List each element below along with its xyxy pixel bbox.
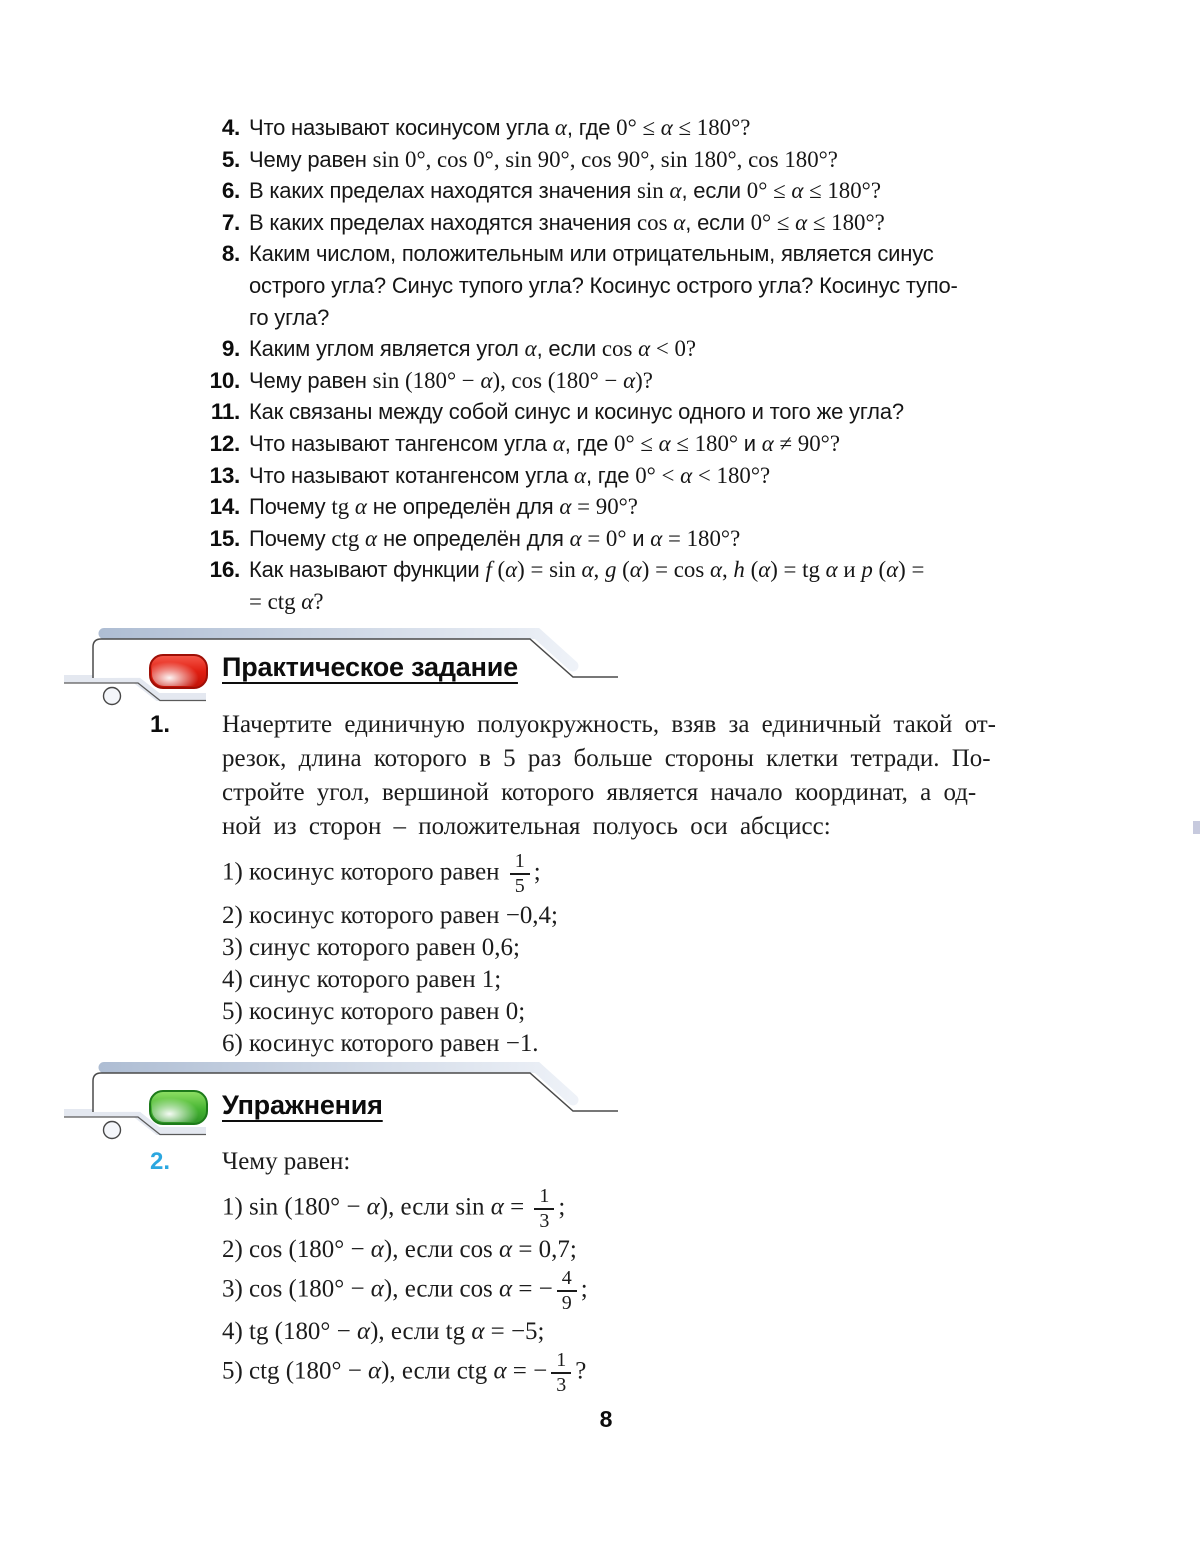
question-text: Почему tg α не определён для α = 90°?: [249, 494, 638, 520]
question-number: 12.: [209, 430, 240, 456]
questions-list: [0, 112, 1086, 618]
question-number: 7.: [221, 209, 240, 235]
practice-subitems: [222, 848, 1086, 1060]
question-item: [0, 207, 1086, 239]
question-item: [0, 428, 1086, 460]
question-item: [0, 333, 1086, 365]
question-number: 14.: [209, 494, 240, 520]
question-text: Что называют котангенсом угла α, где 0° < α < 180°?: [249, 462, 771, 488]
sub-item: 3) cos (180° − α), если cos α = − $\frac{4}{9}$ ;: [222, 1267, 588, 1314]
exercise-intro: Чему равен:: [222, 1148, 351, 1175]
question-number: 10.: [209, 367, 240, 393]
question-number: 8.: [221, 241, 240, 267]
question-item: [0, 238, 1086, 333]
sub-item: 4) tg (180° − α), если tg α = −5;: [222, 1318, 545, 1345]
sub-item: 2) cos (180° − α), если cos α = 0,7;: [222, 1236, 577, 1263]
question-item: [0, 460, 1086, 492]
question-item: [0, 112, 1086, 144]
question-item: [0, 491, 1086, 523]
practice-header: Практическое задание: [222, 652, 518, 682]
question-item: [0, 523, 1086, 555]
question-text: Как называют функции f (α) = sin α, g (α) = cos α, h (α) = tg α и p (α) = = ctg α?: [249, 557, 925, 614]
sub-item: 6) косинус которого равен −1.: [222, 1030, 539, 1057]
question-text: Что называют косинусом угла α, где 0° ≤ α ≤ 180°?: [249, 115, 751, 140]
practice-task: [0, 708, 1086, 1060]
fraction: $\frac{1}{5}$: [510, 850, 530, 898]
question-number: 15.: [209, 525, 240, 551]
banner-ring-icon: [104, 1122, 121, 1139]
question-text: В каких пределах находятся значения cos α, если 0° ≤ α ≤ 180°?: [249, 209, 885, 235]
sub-item: 4) синус которого равен 1;: [222, 966, 502, 993]
question-text: Чему равен sin 0°, cos 0°, sin 90°, cos 90°, sin 180°, cos 180°?: [249, 146, 838, 172]
question-text: Почему ctg α не определён для α = 0° и α = 180°?: [249, 525, 741, 551]
question-number: 16.: [209, 557, 240, 583]
question-number: 6.: [221, 178, 240, 204]
sub-item: 5) ctg (180° − α), если ctg α = − $\frac{1}{3}$ ?: [222, 1349, 587, 1396]
question-number: 11.: [210, 399, 240, 425]
question-number: 4.: [221, 115, 240, 140]
question-text: Как связаны между собой синус и косинус одного и того же угла?: [249, 399, 904, 425]
question-text: Что называют тангенсом угла α, где 0° ≤ α ≤ 180° и α ≠ 90°?: [249, 430, 840, 456]
page-edge-mark: [1193, 821, 1200, 834]
sub-item: 1) косинус которого равен $\frac{1}{5}$ ;: [222, 850, 541, 897]
sub-item: 1) sin (180° − α), если sin α = $\frac{1}{3}$ ;: [222, 1185, 566, 1232]
exercise-subitems: [222, 1183, 1086, 1399]
exercises-header: Упражнения: [222, 1090, 383, 1120]
question-item: [0, 554, 1086, 617]
green-indicator-icon: [150, 1091, 207, 1124]
question-number: 5.: [221, 146, 240, 172]
practice-paragraph: Начертите единичную полуокружность, взяв за единичный такой от- резок, длина которого в 5 раз больше стороны клетки тетради. По- стройте угол, вершиной которого является начало координат, а од- ной из сторон – положительная полуось оси абсцисс:: [222, 711, 996, 840]
exercise-item-number: 2.: [150, 1148, 171, 1175]
question-text: В каких пределах находятся значения sin α, если 0° ≤ α ≤ 180°?: [249, 178, 881, 204]
sub-item: 2) косинус которого равен −0,4;: [222, 902, 558, 929]
practice-item-number: 1.: [150, 711, 171, 738]
fraction: $\frac{1}{3}$: [551, 1349, 571, 1397]
question-item: [0, 175, 1086, 207]
question-text: Каким числом, положительным или отрицательным, является синус острого угла? Синус тупого угла? Косинус острого угла? Косинус тупо- го угла?: [249, 241, 958, 330]
question-item: [0, 365, 1086, 397]
question-text: Чему равен sin (180° − α), cos (180° − α)?: [249, 367, 653, 393]
exercise-item: [0, 1145, 1086, 1399]
question-item: [0, 144, 1086, 176]
fraction: $\frac{4}{9}$: [557, 1267, 577, 1315]
question-number: 9.: [221, 336, 240, 362]
banner-ring-icon: [104, 688, 121, 705]
page-number: 8: [599, 1406, 613, 1432]
question-number: 13.: [209, 462, 240, 488]
fraction: $\frac{1}{3}$: [534, 1185, 554, 1233]
sub-item: 3) синус которого равен 0,6;: [222, 934, 520, 961]
red-indicator-icon: [150, 655, 207, 688]
sub-item: 5) косинус которого равен 0;: [222, 998, 526, 1025]
question-text: Каким углом является угол α, если cos α < 0?: [249, 336, 697, 362]
question-item: [0, 396, 1086, 428]
